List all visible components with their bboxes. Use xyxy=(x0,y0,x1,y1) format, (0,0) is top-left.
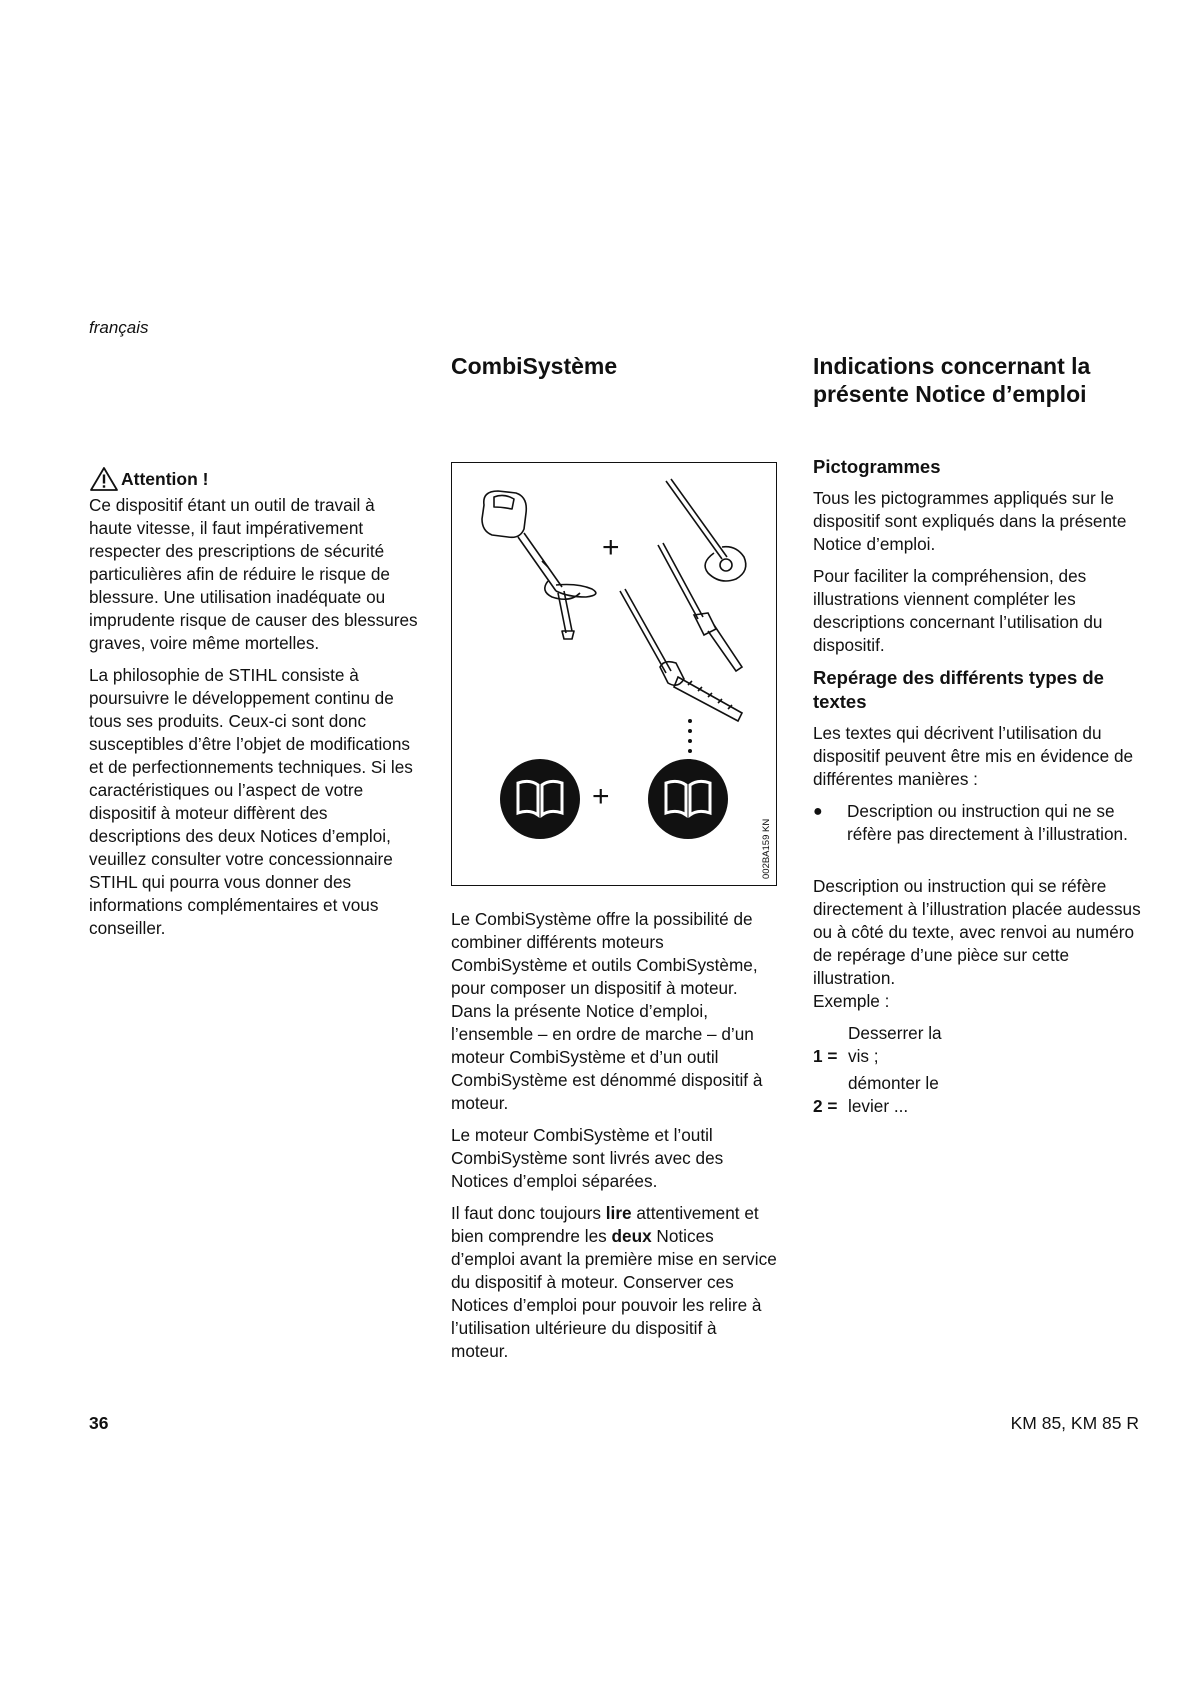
pictograms-paragraph-2: Pour faciliter la compréhension, des illustrations viennent compléter les descriptions concernant l’utilisation du dispositif. xyxy=(813,566,1103,655)
plus-symbol-books: + xyxy=(592,780,610,813)
page-number: 36 xyxy=(89,1413,109,1433)
combisysteme-title: CombiSystème xyxy=(451,353,618,379)
plus-symbol: + xyxy=(602,531,620,564)
marking-paragraph-1: Les textes qui décrivent l’utilisation du dispositif peuvent être mis en évidence de différentes manières : xyxy=(813,723,1134,789)
legend-number: 2 = xyxy=(813,1096,838,1116)
figure-code xyxy=(758,801,772,881)
polesaw-tool-drawing xyxy=(658,543,742,671)
combisystem-figure xyxy=(451,462,777,886)
warning-triangle-icon xyxy=(89,466,119,492)
brushcutter-tool-drawing xyxy=(666,479,746,581)
marking-paragraph-2: Description ou instruction qui se réfère directement à l’illustration placée audessus ou à côté du texte, avec renvoi au numéro de repérage d’une pièce sur cette illustration. xyxy=(813,876,1141,988)
legend-item xyxy=(813,1072,1143,1118)
indications-title: Indications concernant la présente Notice d’emploi xyxy=(813,353,1091,407)
combisystem-paragraph-3: Il faut donc toujours lire attentivement et bien comprendre les deux Notices d’emploi avant la première mise en service du dispositif à moteur. Conserver ces Notices d’emploi pour pouvoir les relire à l’utilisation ultérieure du dispositif à moteur. xyxy=(451,1203,777,1361)
attention-label: Attention ! xyxy=(121,468,209,489)
bullet-text: Description ou instruction qui ne se réfère pas directement à l’illustration. xyxy=(847,801,1128,844)
combisystem-illustration xyxy=(452,463,774,883)
example-label: Exemple : xyxy=(813,991,890,1011)
manual-book-icon-2 xyxy=(648,759,728,839)
manual-book-icon xyxy=(500,759,580,839)
bullet-item xyxy=(813,800,1143,846)
bold-lire: lire xyxy=(605,1203,632,1223)
combisystem-paragraph-1: Le CombiSystème offre la possibilité de combiner différents moteurs CombiSystème et outils CombiSystème, pour composer un dispositif à moteur. Dans la présente Notice d’emploi, l’ensemble – en ordre de marche – d’un moteur CombiSystème et d’un outil CombiSystème est dénommé dispositif à moteur. xyxy=(451,909,763,1113)
more-tools-dots xyxy=(688,719,692,763)
legend-number: 1 = xyxy=(813,1046,838,1066)
combisystem-paragraph-2: Le moteur CombiSystème et l’outil CombiSystème sont livrés avec des Notices d’emploi séparées. xyxy=(451,1125,724,1191)
middle-column-text xyxy=(451,908,777,1372)
bullet-dot: ● xyxy=(813,803,823,820)
hedge-trimmer-tool-drawing xyxy=(620,589,742,721)
figure-code-text: 002BA159 KN xyxy=(761,818,772,879)
legend-item xyxy=(813,1022,1143,1068)
left-column xyxy=(89,466,419,949)
legend-text: démonter le levier ... xyxy=(848,1073,939,1116)
attention-heading xyxy=(89,466,419,492)
pictograms-paragraph-1: Tous les pictogrammes appliqués sur le dispositif sont expliqués dans la présente Notice d’emploi. xyxy=(813,488,1127,554)
engine-unit-drawing xyxy=(482,491,596,639)
pictograms-heading: Pictogrammes xyxy=(813,456,941,477)
language-label: français xyxy=(89,318,149,337)
bold-deux: deux xyxy=(611,1226,652,1246)
legend-text: Desserrer la vis ; xyxy=(848,1023,942,1066)
philosophy-paragraph: La philosophie de STIHL consiste à poursuivre le développement continu de tous ses produits. Ceux-ci sont donc susceptibles d’être l’objet de modifications et de perfectionnements techniques. Si les caractéristiques ou l’aspect de votre dispositif à moteur diffèrent des descriptions des deux Notices d’emploi, veuillez consulter votre concessionnaire STIHL qui pourra vous donner des informations complémentaires et vous conseiller. xyxy=(89,665,413,938)
model-label: KM 85, KM 85 R xyxy=(1010,1413,1139,1433)
right-column xyxy=(813,455,1143,1122)
marking-heading: Repérage des différents types de textes xyxy=(813,667,1104,712)
safety-paragraph: Ce dispositif étant un outil de travail à haute vitesse, il faut impérativement respecter des prescriptions de sécurité particulières afin de réduire le risque de blessure. Une utilisation inadéquate ou imprudente risque de causer des blessures graves, voire même mortelles. xyxy=(89,495,418,653)
